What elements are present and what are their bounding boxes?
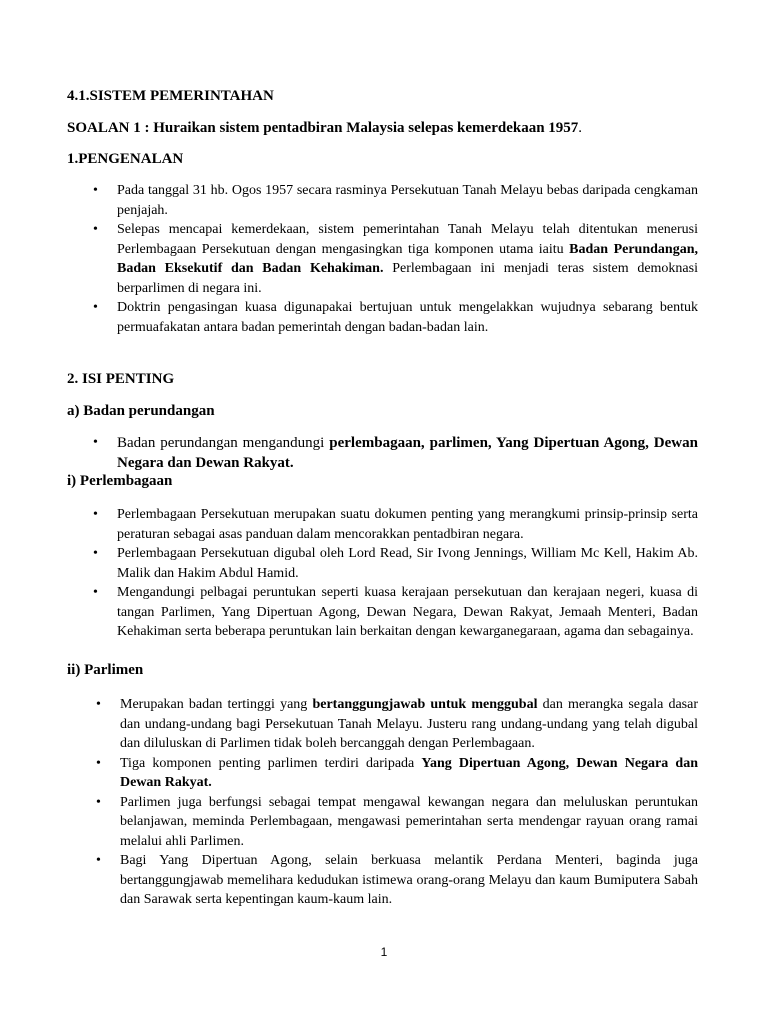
question-line <box>67 120 582 137</box>
subsection-i-title: i) Perlembagaan <box>67 473 173 489</box>
section2-title: 2. ISI PENTING <box>67 371 175 387</box>
list-item: • Perlembagaan Persekutuan digubal oleh Lord Read, Sir Ivong Jennings, William Mc Kell, Hakim Ab. Malik dan Hakim Abdul Hamid. <box>117 544 698 583</box>
list-item: • Parlimen juga berfungsi sebagai tempat mengawal kewangan negara dan meluluskan peruntukan belanjawan, meminda Perlembagaan, mengawasi pemerintahan serta mendengar rayuan orang ramai melalui ahli Parlimen. <box>120 793 698 852</box>
list-item: • Perlembagaan Persekutuan merupakan suatu dokumen penting yang merangkumi prinsip-prinsip serta peraturan sebagai asas panduan dalam mencorakkan pentadbiran negara. <box>117 505 698 544</box>
list-item: • Selepas mencapai kemerdekaan, sistem pemerintahan Tanah Melayu telah ditentukan menerusi Perlembagaan Persekutuan dengan mengasingkan tiga komponen utama iaitu Badan Perundangan, Badan Eksekutif dan Badan Kehakiman. Perlembagaan ini menjadi teras sistem demoknasi berparlimen di negara ini. <box>117 220 698 298</box>
list-item: • Mengandungi pelbagai peruntukan seperti kuasa kerajaan persekutuan dan kerajaan negeri, kuasa di tangan Parlimen, Yang Dipertuan Agong, Dewan Negara, Dewan Rakyat, Jemaah Menteri, Badan Kehakiman serta beberapa peruntukan lain berkaitan dengan kewarganegaraan, agama dan sebagainya. <box>117 583 698 642</box>
subsection-a-title: a) Badan perundangan <box>67 403 215 419</box>
main-heading: 4.1.SISTEM PEMERINTAHAN <box>67 88 274 104</box>
list-item: • Merupakan badan tertinggi yang bertanggungjawab untuk menggubal dan merangka segala dasar dan undang-undang bagi Persekutuan Tanah Melayu. Justeru rang undang-undang yang telah digubal dan diluluskan di Parlimen tidak boleh bercanggah dengan Perlembagaan. <box>120 695 698 754</box>
subsection-ii-list <box>120 695 698 910</box>
subsection-i-list <box>117 505 698 642</box>
list-item: • Pada tanggal 31 hb. Ogos 1957 secara rasminya Persekutuan Tanah Melayu bebas daripada cengkaman penjajah. <box>117 181 698 220</box>
question-end: . <box>578 120 583 136</box>
question-text: SOALAN 1 : Huraikan sistem pentadbiran Malaysia selepas kemerdekaan 1957 <box>67 120 579 136</box>
page-number: 1 <box>380 945 388 959</box>
section1-list <box>117 181 698 337</box>
list-item: • Doktrin pengasingan kuasa digunapakai bertujuan untuk mengelakkan wujudnya sebarang bentuk permuafakatan antara badan pemerintah dengan badan-badan lain. <box>117 298 698 337</box>
list-item: • Bagi Yang Dipertuan Agong, selain berkuasa melantik Perdana Menteri, baginda juga bertanggungjawab memelihara kedudukan istimewa orang-orang Melayu dan kaum Bumiputera Sabah dan Sarawak serta kepentingan kaum-kaum lain. <box>120 851 698 910</box>
section1-title: 1.PENGENALAN <box>67 151 184 167</box>
list-item: • Tiga komponen penting parlimen terdiri daripada Yang Dipertuan Agong, Dewan Negara dan Dewan Rakyat. <box>120 754 698 793</box>
subsection-a-list <box>117 433 698 473</box>
list-item: • Badan perundangan mengandungi perlembagaan, parlimen, Yang Dipertuan Agong, Dewan Negara dan Dewan Rakyat. <box>117 433 698 473</box>
subsection-ii-title: ii) Parlimen <box>67 662 144 678</box>
